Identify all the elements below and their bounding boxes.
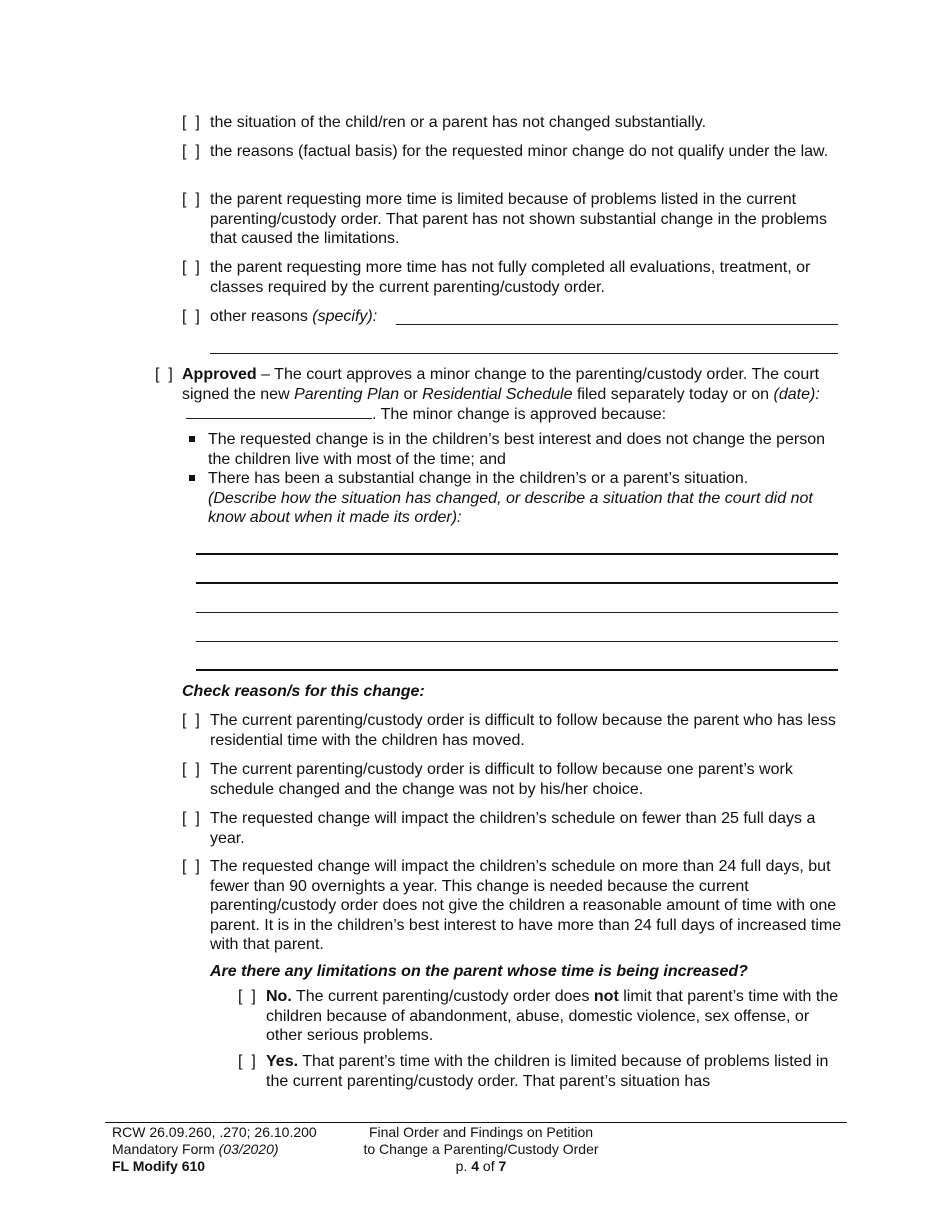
reason-not-completed: the parent requesting more time has not fully completed all evaluations, treatment, or classes required by the current parenting/custody order. [210, 259, 811, 296]
approved-label: Approved [182, 366, 257, 383]
checkbox-limited-parent[interactable]: [ ] [182, 191, 200, 208]
no-limitations-text: No. The current parenting/custody order does not limit that parent’s time with the children because of abandonment, abuse, domestic violence, sex offense, or other serious problems. [266, 988, 839, 1044]
situation-input-line-5[interactable] [196, 669, 838, 671]
reasons-heading: Check reason/s for this change: [182, 683, 425, 700]
footer-rcw: RCW 26.09.260, .270; 26.10.200 [112, 1124, 317, 1140]
limitations-question: Are there any limitations on the parent whose time is being increased? [210, 963, 748, 980]
footer-divider [105, 1122, 847, 1123]
checkbox-more-24-days[interactable]: [ ] [182, 858, 200, 875]
footer-center [356, 1124, 606, 1175]
other-reasons-input-line-2[interactable] [210, 353, 838, 354]
checkbox-other-reasons[interactable]: [ ] [182, 308, 200, 325]
footer-left [112, 1124, 317, 1175]
situation-input-line-1[interactable] [196, 553, 838, 555]
checkbox-not-qualify[interactable]: [ ] [182, 143, 200, 160]
checkbox-not-completed[interactable]: [ ] [182, 259, 200, 276]
footer-mandatory: Mandatory Form (03/2020) [112, 1141, 279, 1157]
situation-input-line-3[interactable] [196, 612, 838, 613]
change-reason-more-24: The requested change will impact the children’s schedule on more than 24 full days, but fewer than 90 overnights a year. This change is needed because the current parenting/custody order does not give the children a reasonable amount of time with one parent. It is in the children’s best interest to have more than 24 full days of increased time with that parent. [210, 858, 842, 953]
reason-other: other reasons (specify): [210, 308, 378, 325]
change-reason-work-schedule: The current parenting/custody order is difficult to follow because one parent’s work schedule changed and the change was not by his/her choice. [210, 761, 793, 798]
checkbox-work-schedule[interactable]: [ ] [182, 761, 200, 778]
date-label: (date): [773, 385, 820, 403]
checkbox-no-limitations[interactable]: [ ] [238, 988, 256, 1005]
situation-input-line-2[interactable] [196, 582, 838, 584]
other-reasons-input-line-1[interactable] [396, 324, 838, 325]
checkbox-parent-moved[interactable]: [ ] [182, 712, 200, 729]
bullet-2 [189, 475, 195, 481]
checkbox-not-changed[interactable]: [ ] [182, 114, 200, 131]
reason-not-qualify: the reasons (factual basis) for the requested minor change do not qualify under the law. [210, 143, 829, 160]
approved-date-input[interactable] [186, 404, 372, 419]
situation-input-line-4[interactable] [196, 641, 838, 642]
change-reason-moved: The current parenting/custody order is difficult to follow because the parent who has less residential time with the children has moved. [210, 712, 836, 749]
footer-title-1: Final Order and Findings on Petition [368, 1124, 594, 1140]
specify-label: (specify): [312, 308, 378, 325]
checkbox-fewer-25-days[interactable]: [ ] [182, 810, 200, 827]
footer-page: p. 4 of 7 [455, 1158, 507, 1174]
approved-bullet-1: The requested change is in the children’s best interest and does not change the person the children live with most of the time; and [208, 431, 826, 468]
approved-bullet-2: There has been a substantial change in the children’s or a parent’s situation. (Describe how the situation has changed, or describe a situation that the court did not know about when it made its order): [208, 470, 813, 526]
change-reason-fewer-25: The requested change will impact the children’s schedule on fewer than 25 full days a year. [210, 810, 816, 847]
reason-not-changed: the situation of the child/ren or a parent has not changed substantially. [210, 114, 707, 131]
footer-title-2: to Change a Parenting/Custody Order [363, 1141, 599, 1157]
yes-limitations-text: Yes. That parent’s time with the children is limited because of problems listed in the current parenting/custody order. That parent’s situation has [266, 1053, 829, 1090]
bullet-1 [189, 436, 195, 442]
checkbox-approved[interactable]: [ ] [155, 366, 173, 383]
checkbox-yes-limitations[interactable]: [ ] [238, 1053, 256, 1070]
approved-paragraph: Approved – The court approves a minor change to the parenting/custody order. The court signed the new Parenting Plan or Residential Schedule filed separately today or on (date):. The minor change is approved because: [182, 366, 820, 423]
reason-limited-parent: the parent requesting more time is limited because of problems listed in the current parenting/custody order. That parent has not shown substantial change in the problems that caused the limitations. [210, 191, 827, 247]
footer-form-id: FL Modify 610 [112, 1158, 206, 1174]
